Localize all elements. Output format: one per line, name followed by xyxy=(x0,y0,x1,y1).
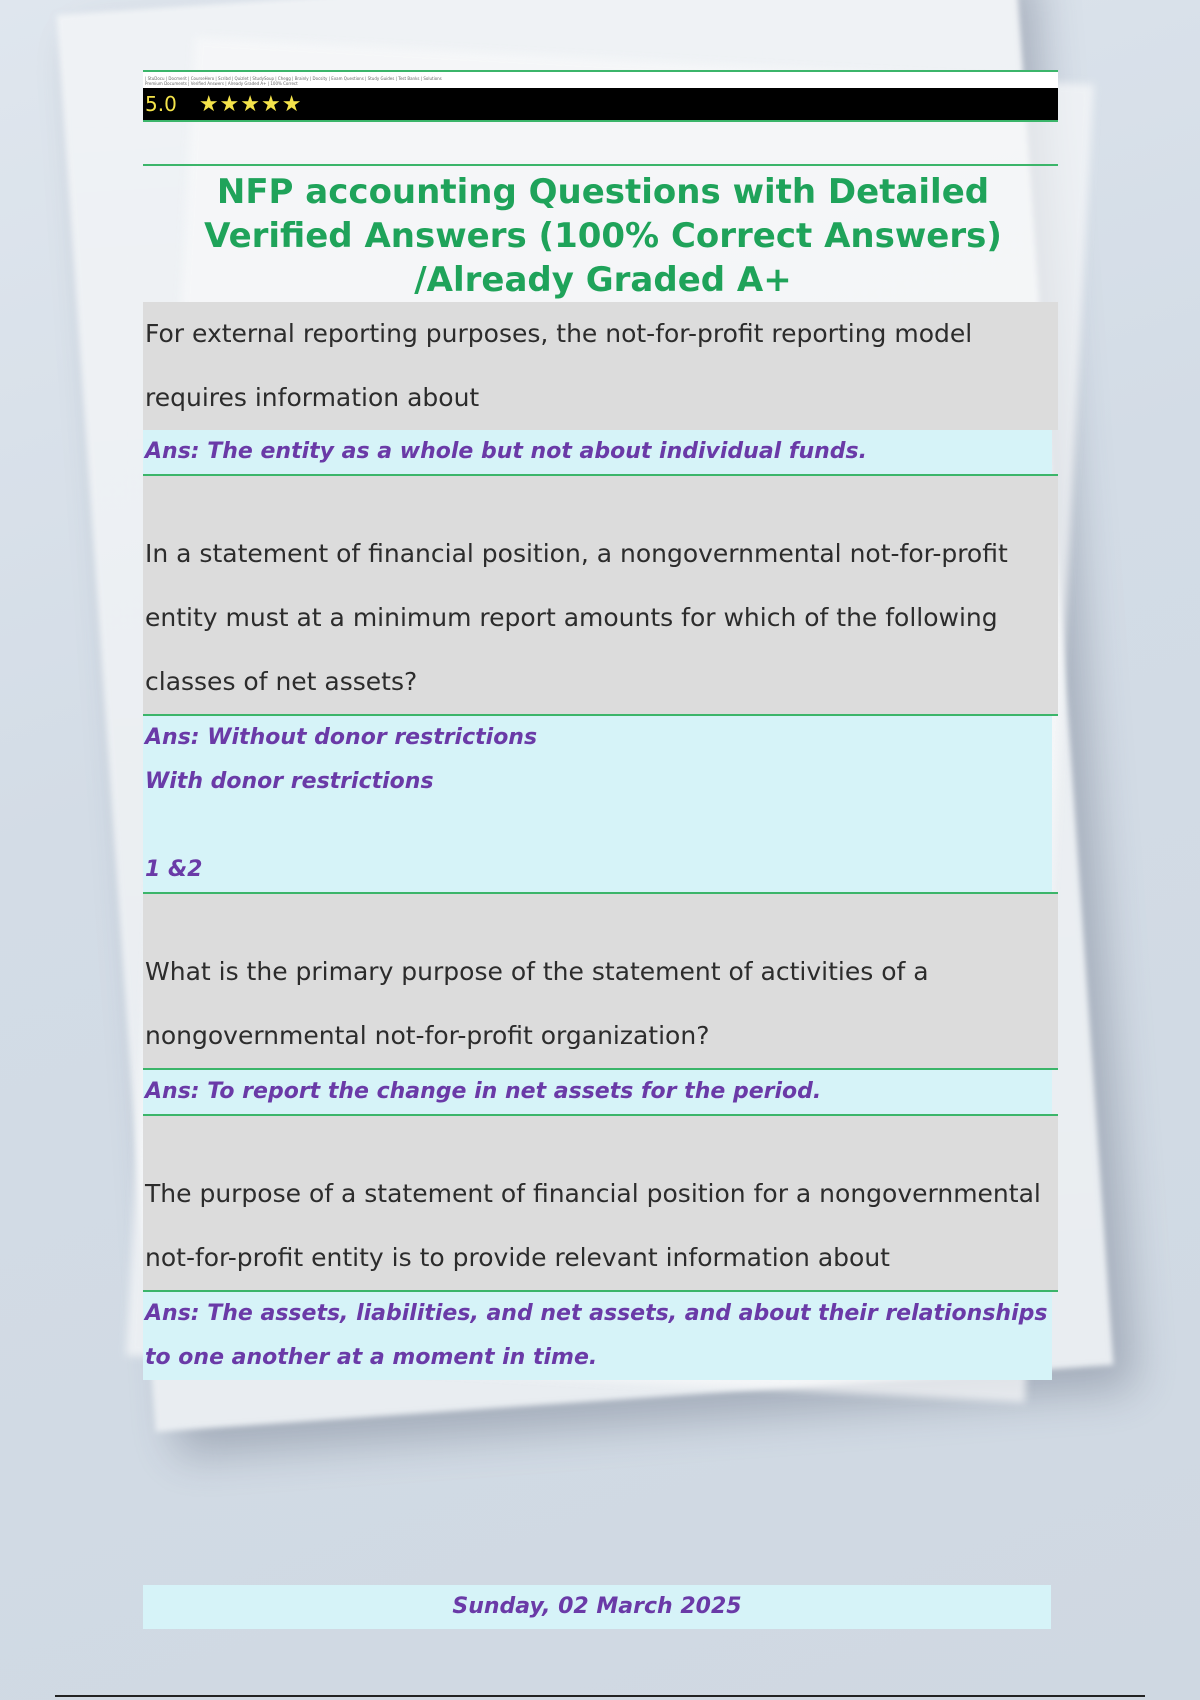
rating-value: 5.0 xyxy=(145,92,177,116)
header-fine-print-line-2: Premium Documents | Verified Answers | Already Graded A+ | 100% Correct xyxy=(145,81,298,86)
document-title: NFP accounting Questions with Detailed Verified Answers (100% Correct Answers) /Already Graded A+ xyxy=(204,172,1002,300)
footer-date: Sunday, 02 March 2025 xyxy=(143,1585,1051,1629)
question-text: In a statement of financial position, a nongovernmental not-for-profit entity must at a minimum report amounts for which of the following classes of net assets? xyxy=(145,539,1008,696)
question-text: The purpose of a statement of financial position for a nongovernmental not-for-profit entity is to provide relevant information about xyxy=(145,1179,1041,1272)
question-text: For external reporting purposes, the not-for-profit reporting model requires information about xyxy=(143,302,1058,430)
answer-line: Ans: To report the change in net assets for the period. xyxy=(145,1079,822,1104)
answer-block xyxy=(143,1070,1052,1114)
answer-line: Ans: The assets, liabilities, and net assets, and about their relationships to one another at a moment in time. xyxy=(145,1301,1048,1370)
document-page xyxy=(143,70,1058,1380)
answer-block xyxy=(143,430,1052,474)
header-fine-print-line-1: | StuDocu | Docmerit | CourseHero | Scribd | Quizlet | StudySoup | Chegg | Brainly | Docsity | Exam Questions | Study Guides | Test Banks | Solutions xyxy=(145,76,442,81)
answer-block xyxy=(143,1292,1052,1380)
question-text: What is the primary purpose of the statement of activities of a nongovernmental not-for-profit organization? xyxy=(145,957,929,1050)
title-section xyxy=(143,164,1058,302)
qa-list xyxy=(143,302,1058,1380)
answer-line: 1 &2 xyxy=(145,857,203,882)
question-text xyxy=(143,476,1058,714)
header-strip xyxy=(143,70,1058,122)
answer-block xyxy=(143,716,1052,892)
answer-line: With donor restrictions xyxy=(145,769,434,794)
page-bottom-rule xyxy=(55,1695,1145,1697)
answer-line xyxy=(145,804,1050,848)
question-text xyxy=(143,1116,1058,1290)
header-fine-print xyxy=(143,72,1058,88)
answer-line: Ans: Without donor restrictions xyxy=(145,725,538,750)
star-rating-icon: ★★★★★ xyxy=(198,91,303,117)
question-text xyxy=(143,894,1058,1068)
rating-bar xyxy=(143,88,1058,122)
answer-line: Ans: The entity as a whole but not about individual funds. xyxy=(145,439,867,464)
